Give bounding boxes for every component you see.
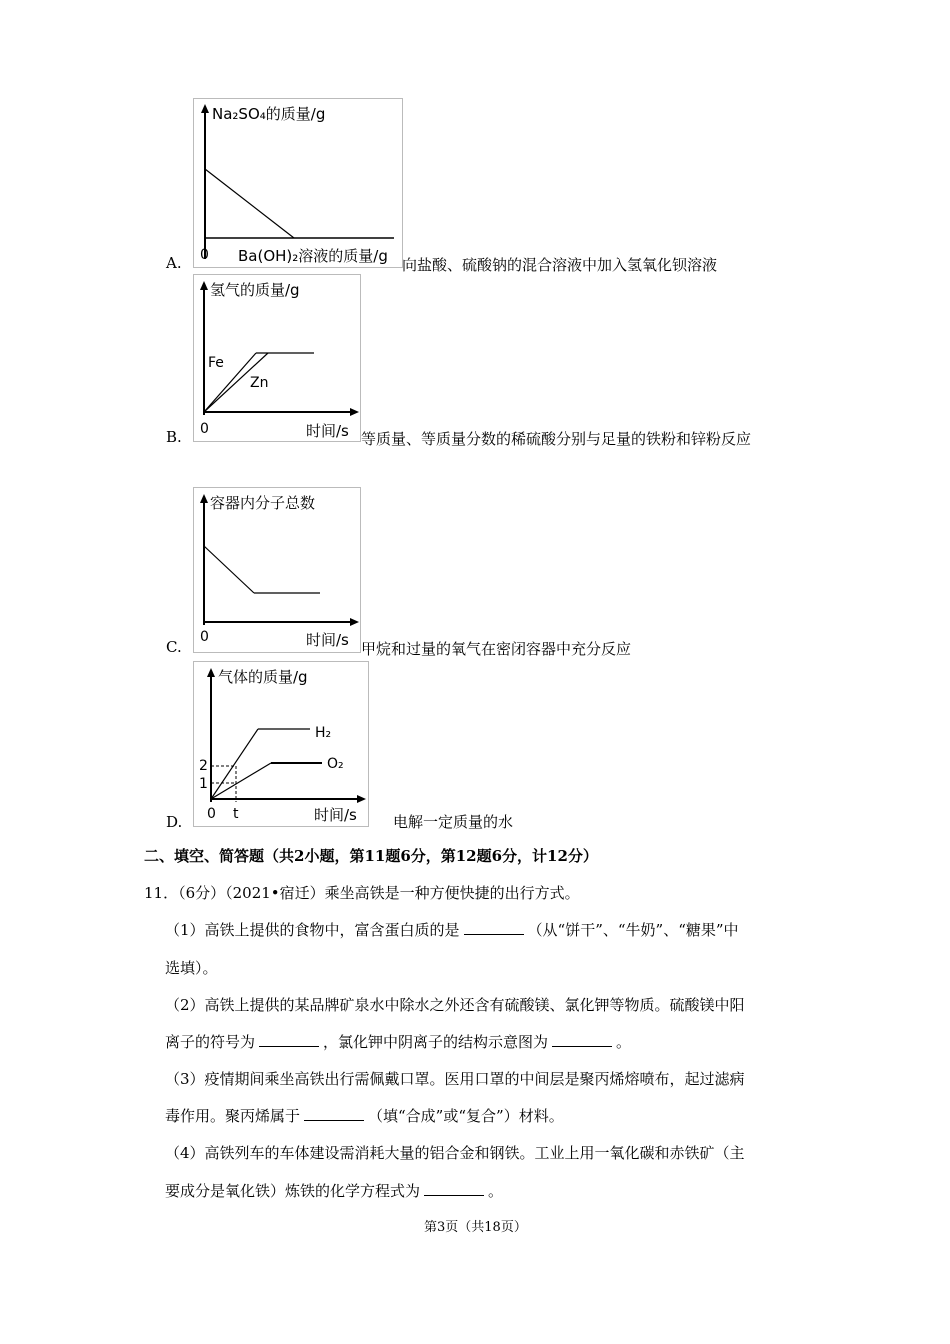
q11-blank-5[interactable] <box>424 1181 484 1196</box>
graph-c-origin: 0 <box>200 629 209 645</box>
section-2-heading: 二、填空、简答题（共2小题，第11题6分，第12题6分，计12分） <box>144 847 598 865</box>
option-a-letter: A. <box>166 254 182 272</box>
graph-d-ylabel: 气体的质量/g <box>218 668 308 686</box>
q11-p4a: （4）高铁列车的车体建设需消耗大量的铝合金和钢铁。工业上用一氧化碳和赤铁矿（主 <box>165 1144 745 1162</box>
q11-blank-1[interactable] <box>464 920 524 935</box>
q11-p1a: （1）高铁上提供的食物中，富含蛋白质的是 <box>165 921 460 939</box>
q11-part1 <box>165 919 739 940</box>
q11-p3c: （填“合成”或“复合”）材料。 <box>368 1107 564 1125</box>
graph-d-series-o2: O₂ <box>327 756 344 772</box>
q11-blank-2[interactable] <box>259 1032 319 1047</box>
option-b-desc: 等质量、等质量分数的稀硫酸分别与足量的铁粉和锌粉反应 <box>361 430 752 448</box>
q11-p2d: 。 <box>616 1033 632 1051</box>
q11-p1b: （从“饼干”、“牛奶”、“糖果”中 <box>527 921 739 939</box>
graph-b-ylabel: 氢气的质量/g <box>210 281 300 299</box>
graph-a <box>193 98 403 268</box>
q11-part2b <box>165 1031 631 1052</box>
option-c-desc: 甲烷和过量的氧气在密闭容器中充分反应 <box>361 640 632 658</box>
q11-p4b: 要成分是氧化铁）炼铁的化学方程式为 <box>165 1182 421 1200</box>
q11-p2b: 离子的符号为 <box>165 1033 256 1051</box>
option-a-desc: 向盐酸、硫酸钠的混合溶液中加入氢氧化钡溶液 <box>402 256 718 274</box>
graph-b-series-fe: Fe <box>208 355 224 371</box>
graph-a-origin: 0 <box>200 247 209 263</box>
q11-p2c: ，氯化钾中阴离子的结构示意图为 <box>323 1033 549 1051</box>
q11-p3a: （3）疫情期间乘坐高铁出行需佩戴口罩。医用口罩的中间层是聚丙烯熔喷布，起过滤病 <box>165 1070 745 1088</box>
graph-d-xtick-t: t <box>233 806 239 822</box>
graph-b-series-zn: Zn <box>250 375 269 391</box>
graph-c-svg <box>194 488 360 652</box>
graph-d-origin: 0 <box>207 806 216 822</box>
q11-part4b <box>165 1180 503 1201</box>
q11-head: 11．（6分）（2021•宿迁）乘坐高铁是一种方便快捷的出行方式。 <box>144 884 580 902</box>
q11-blank-4[interactable] <box>304 1106 364 1121</box>
q11-p4c: 。 <box>488 1182 504 1200</box>
graph-b-xlabel: 时间/s <box>306 422 349 440</box>
q11-p2a: （2）高铁上提供的某品牌矿泉水中除水之外还含有硫酸镁、氯化钾等物质。硫酸镁中阳 <box>165 996 745 1014</box>
graph-d-xlabel: 时间/s <box>314 806 357 824</box>
page-footer: 第3页（共18页） <box>424 1220 527 1235</box>
graph-b-origin: 0 <box>200 421 209 437</box>
graph-b-svg <box>194 275 360 441</box>
option-c-letter: C. <box>166 638 182 656</box>
q11-part3b <box>165 1105 564 1126</box>
q11-p3b: 毒作用。聚丙烯属于 <box>165 1107 301 1125</box>
graph-c <box>193 487 361 653</box>
option-b-letter: B. <box>166 428 182 446</box>
graph-d-series-h2: H₂ <box>315 725 332 741</box>
graph-c-ylabel: 容器内分子总数 <box>210 494 316 512</box>
graph-d-ytick-1: 1 <box>199 776 208 792</box>
graph-a-svg <box>194 99 402 267</box>
q11-blank-3[interactable] <box>552 1032 612 1047</box>
graph-d <box>193 661 369 827</box>
graph-b <box>193 274 361 442</box>
option-d-desc: 电解一定质量的水 <box>393 813 514 831</box>
graph-d-ytick-2: 2 <box>199 758 208 774</box>
option-d-letter: D. <box>166 813 183 831</box>
graph-d-svg <box>194 662 368 826</box>
graph-c-xlabel: 时间/s <box>306 631 349 649</box>
q11-p1c: 选填）。 <box>165 959 218 977</box>
graph-a-ylabel: Na₂SO₄的质量/g <box>212 105 326 123</box>
graph-a-xlabel: Ba(OH)₂溶液的质量/g <box>238 247 388 265</box>
